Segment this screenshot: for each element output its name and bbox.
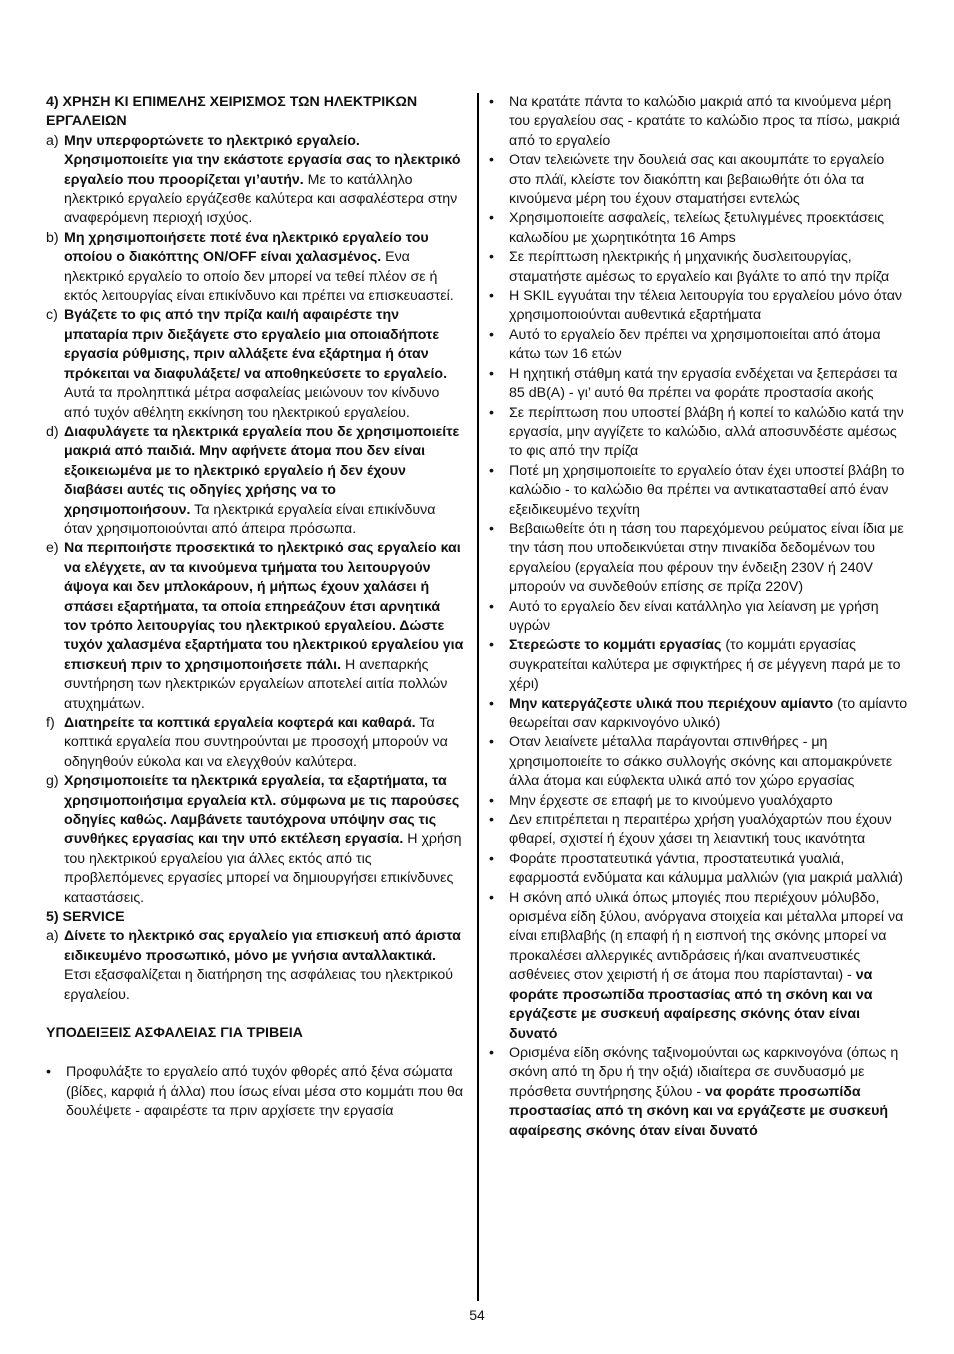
right-column (489, 93, 909, 1141)
item-instruction: Μην υπερφορτώνετε το ηλεκτρικό εργαλείο. Χρησιμοποιείτε για την εκάστοτε εργασία σας το ηλεκτρικό εργαλείο που προορίζεται γι’αυτήν. (64, 132, 461, 188)
bullet-item (46, 1063, 464, 1121)
bullet-icon: • (46, 1064, 51, 1081)
bullet-text: Βεβαιωθείτε ότι η τάση του παρεχόμενου ρεύματος είναι ίδια με την τάση που υποδεικνύεται στην πινακίδα δεδομένων του εργαλείου (εργαλεία που φέρουν την ένδειξη 230V ή 240V μπορούν να συνδεθούν επίσης σε πρίζα 220V) (509, 520, 904, 596)
bullet-text: (το αμίαντο θεωρείται σαν καρκινογόνο υλικό) (509, 695, 908, 731)
item-instruction: Χρησιμοποιείτε τα ηλεκτρικά εργαλεία, τα εξαρτήματα, τα χρησιμοποιήσιμα εργαλεία κτλ. σύμφωνα με τις παρούσες οδηγίες καθώς. Λαμβάνετε ταυτόχρονα υπόψην σας τις συνθήκες εργασίας και την υπό εκτέλεση εργασία. (64, 773, 460, 848)
bullet-bold: Στερεώστε το κομμάτι εργασίας (509, 637, 722, 654)
bullet-bold-tail: να φοράτε προσωπίδα προστασίας από τη σκόνη και να εργάζεστε με συσκευή αφαίρεσης σκόνης όταν είναι δυνατό (509, 967, 873, 1042)
bullet-text: Η SKIL εγγυάται την τέλεια λειτουργία του εργαλείου μόνο όταν χρησιμοποιούνται αυθεντικά εξαρτήματα (509, 288, 903, 324)
bullet-item (489, 404, 909, 462)
item-label: a) (46, 928, 59, 945)
item-explanation: Με το κατάλληλο ηλεκτρικό εργαλείο εργάζεσθε καλύτερα και ασφαλέστερα στην αναφερόμενη περιοχή ισχύος. (64, 171, 458, 227)
bullet-text: Αυτό το εργαλείο δεν πρέπει να χρησιμοποιείται από άτομα κάτω των 16 ετών (509, 326, 881, 363)
item-label: e) (46, 540, 59, 557)
bullet-icon: • (489, 404, 494, 421)
bullet-bold-tail: να φοράτε προσωπίδα προστασίας από τη σκόνη και να εργάζεστε με συσκευή αφαίρεσης σκόνης όταν είναι δυνατό (509, 1083, 889, 1139)
item-instruction: Διαφυλάγετε τα ηλεκτρικά εργαλεία που δε χρησιμοποιείτε μακριά από παιδιά. Μην αφήνετε άτομα που δεν είναι εξοικειωμένα με το ηλεκτρικό εργαλείο ή δεν έχουν διαβάσει αυτές τις οδηγίες χρήσης να το χρησιμοποιήσουν. (64, 423, 460, 518)
bullet-icon: • (489, 520, 494, 537)
bullet-item (489, 850, 909, 889)
bullet-icon: • (489, 637, 494, 654)
bullet-text: Σε περίπτωση που υποστεί βλάβη ή κοπεί το καλώδιο κατά την εργασία, μην αγγίζετε το καλώδιο, αλλά αποσυνδέστε αμέσως το φις από την πρίζα (509, 404, 904, 460)
list-item (46, 539, 464, 714)
bullet-text: Χρησιμοποιείτε ασφαλείς, τελείως ξετυλιγμένες προεκτάσεις καλωδίου με χωρητικότητα 16 Amps (509, 210, 885, 246)
list-item (46, 927, 464, 1005)
left-column (46, 93, 464, 1122)
list-item (46, 423, 464, 539)
bullet-text: Η ηχητική στάθμη κατά την εργασία ενδέχεται να ξεπεράσει τα 85 dB(A) - γι’ αυτό θα πρέπει να φοράτε προστασία ακοής (509, 365, 898, 402)
bullet-icon: • (489, 365, 494, 382)
sander-safety-title: ΥΠΟΔΕΙΞΕΙΣ ΑΣΦΑΛΕΙΑΣ ΓΙΑ ΤΡΙΒΕΙΑ (46, 1025, 303, 1042)
section4-list (46, 132, 464, 908)
sander-bullets (46, 1063, 464, 1121)
list-item (46, 229, 464, 307)
bullet-item (489, 792, 909, 811)
bullet-item (489, 287, 909, 326)
bullet-icon: • (489, 249, 494, 266)
item-explanation: Αυτά τα προληπτικά μέτρα ασφαλείας μειώνουν τον κίνδυνο από τυχόν αθέλητη εκκίνηση του ηλεκτρικού εργαλείου. (64, 385, 440, 421)
bullet-text: Φοράτε προστατευτικά γάντια, προστατευτικά γυαλιά, εφαρμοστά ενδύματα και κάλυμμα μαλλιών (για μακριά μαλλιά) (509, 850, 903, 887)
item-label: b) (46, 229, 59, 246)
bullet-text: Οταν τελειώνετε την δουλειά σας και ακουμπάτε το εργαλείο στο πλάϊ, κλείστε τον διακόπτη και βεβαιωθήτε ότι όλα τα κινούμενα μέρη του έχουν σταματήσει εντελώς (509, 152, 885, 208)
item-label: g) (46, 773, 59, 790)
bullet-item (489, 811, 909, 850)
bullet-text: Οταν λειαίνετε μέταλλα παράγονται σπινθήρες - μη χρησιμοποιείτε το σάκκο συλλογής σκόνης και απομακρύνετε άλλα άτομα και εύφλεκτα υλικά από τον χώρο εργασίας (509, 734, 893, 790)
item-instruction: Βγάζετε το φις από την πρίζα και/ή αφαιρέστε την μπαταρία πριν διεξάγετε στο εργαλείο μια οποιαδήποτε εργασία ρύθμισης, πριν αλλάξετε ένα εξάρτημα ή όταν πρόκειται να διαφυλάξετε/ να αποθηκεύσετε το εργαλείο. (64, 307, 448, 382)
bullet-item (489, 695, 909, 734)
item-explanation: Η ανεπαρκής συντήρηση των ηλεκτρικών εργαλείων αποτελεί αιτία πολλών ατυχημάτων. (64, 656, 448, 712)
bullet-item (489, 598, 909, 637)
section5-title: 5) SERVICE (46, 909, 125, 926)
bullet-item (489, 365, 909, 404)
section4-title: 4) ΧΡΗΣΗ ΚΙ ΕΠΙΜΕΛΗΣ ΧΕΙΡΙΣΜΟΣ ΤΩΝ ΗΛΕΚΤΡΙΚΩΝ ΕΡΓΑΛΕΙΩΝ (46, 94, 418, 130)
bullet-item (489, 151, 909, 209)
item-label: d) (46, 423, 59, 440)
bullet-text: Δεν επιτρέπεται η περαιτέρω χρήση γυαλόχαρτών που έχουν φθαρεί, σχιστεί ή έχουν χάσει τη λειαντική τους ικανότητα (509, 812, 892, 848)
bullet-icon: • (489, 695, 494, 712)
bullet-icon: • (489, 792, 494, 809)
bullet-icon: • (489, 462, 494, 479)
bullet-icon: • (489, 889, 494, 906)
bullet-icon: • (489, 288, 494, 305)
bullet-item (489, 248, 909, 287)
item-label: a) (46, 132, 59, 149)
bullet-icon: • (489, 152, 494, 169)
list-item (46, 772, 464, 908)
section5-list (46, 927, 464, 1005)
bullet-icon: • (489, 94, 494, 110)
list-item (46, 132, 464, 229)
bullet-icon: • (489, 598, 494, 615)
page-number: 54 (469, 1307, 485, 1323)
bullet-text: Να κρατάτε πάντα το καλώδιο μακριά από τα κινούμενα μέρη του εργαλείου σας - κρατάτε το καλώδιο προς τα πίσω, μακριά από το εργαλείο (509, 94, 900, 149)
bullet-icon: • (489, 850, 494, 867)
bullet-item (489, 326, 909, 365)
bullet-text: Σε περίπτωση ηλεκτρικής ή μηχανικής δυσλειτουργίας, σταματήστε αμέσως το εργαλείο και βγάλτε το από την πρίζα (509, 249, 890, 285)
bullet-text: Ποτέ μη χρησιμοποιείτε το εργαλείο όταν έχει υποστεί βλάβη το καλώδιο - το καλώδιο θα πρέπει να αντικατασταθεί από έναν εξειδικευμένο τεχνίτη (509, 462, 905, 518)
right-bullets (489, 93, 909, 1141)
item-explanation: Τα ηλεκτρικά εργαλεία είναι επικίνδυνα όταν χρησιμοποιούνται από άπειρα πρόσωπα. (64, 501, 436, 537)
item-instruction: Διατηρείτε τα κοπτικά εργαλεία κοφτερά και καθαρά. (64, 715, 416, 731)
bullet-text: Η σκόνη από υλικά όπως μπογιές που περιέχουν μόλυβδο, ορισμένα είδη ξύλου, ανόργανα στοιχεία και μέταλλα μπορεί να είναι επιβλαβής (η επαφή ή η εισπνοή της σκόνης μπορεί να προκαλέσει αλλεργικές αντιδράσεις ή/και αναπνευστικές ασθένειες στον χειριστή ή σε άτομα που παρίστανται) - (509, 889, 904, 984)
item-instruction: Δίνετε το ηλεκτρικό σας εργαλείο για επισκευή από άριστα ειδικευμένο προσωπικό, μόνο με γνήσια ανταλλακτικά. (64, 928, 461, 964)
bullet-item (489, 733, 909, 791)
bullet-item (489, 209, 909, 248)
bullet-item (489, 636, 909, 694)
list-item (46, 714, 464, 772)
bullet-icon: • (489, 734, 494, 751)
bullet-icon: • (489, 326, 494, 343)
item-label: c) (46, 307, 58, 324)
bullet-item (489, 462, 909, 520)
bullet-text: Ορισμένα είδη σκόνης ταξινομούνται ως καρκινογόνα (όπως η σκόνη από τη δρυ ή την οξιά) ιδιαίτερα σε συνδυασμό με πρόσθετα συντήρησης ξύλου - (509, 1044, 899, 1100)
bullet-text: (το κομμάτι εργασίας συγκρατείται καλύτερα με σφιγκτήρες ή σε μέγγενη παρά με το χέρι) (509, 637, 901, 693)
bullet-item (489, 1044, 909, 1141)
bullet-bold: Μην κατεργάζεστε υλικά που περιέχουν αμίαντο (509, 695, 834, 712)
item-explanation: Ετσι εξασφαλίζεται η διατήρηση της ασφάλειας του ηλεκτρικού εργαλείου. (64, 967, 454, 1003)
bullet-icon: • (489, 1044, 494, 1061)
bullet-item (489, 93, 909, 151)
item-explanation: Ενα ηλεκτρικό εργαλείο το οποίο δεν μπορεί να τεθεί πλέον σε ή εκτός λειτουργίας είναι επικίνδυνο και πρέπει να επισκευαστεί. (64, 249, 454, 305)
item-instruction: Μη χρησιμοποιήσετε ποτέ ένα ηλεκτρικό εργαλείο του οποίου ο διακόπτης ON/OFF είναι χαλασμένος. (64, 229, 429, 266)
bullet-item (489, 520, 909, 598)
bullet-text: Προφυλάξτε το εργαλείο από τυχόν φθορές από ξένα σώματα (βίδες, καρφιά ή άλλα) που ίσως είναι μέσα στο κομμάτι που θα δουλέψετε - αφαιρέστε τα πριν αρχίσετε την εργασία (66, 1064, 464, 1120)
list-item (46, 306, 464, 422)
column-divider (477, 93, 479, 1301)
bullet-text: Μην έρχεστε σε επαφή με το κινούμενο γυαλόχαρτο (509, 792, 833, 809)
bullet-icon: • (489, 210, 494, 227)
item-label: f) (46, 715, 55, 731)
item-explanation: Τα κοπτικά εργαλεία που συντηρούνται με προσοχή μπορούν να οδηγηθούν εύκολα και να ελεγχθούν καλύτερα. (64, 715, 448, 770)
bullet-icon: • (489, 812, 494, 829)
item-instruction: Να περιποιήστε προσεκτικά το ηλεκτρικό σας εργαλείο και να ελέγχετε, αν τα κινούμενα τμήματα του λειτουργούν άψογα και δεν μπλοκάρουν, ή μήπως έχουν χαλάσει ή σπάσει εξαρτήματα, τα οποία επηρεάζουν έτσι αρνητικά τον τρόπο λειτουργίας του ηλεκτρικού εργαλείου. Δώστε τυχόν χαλασμένα εξαρτήματα του ηλεκτρικού εργαλείου για επισκευή πριν το χρησιμοποιήσετε πάλι. (64, 540, 464, 673)
bullet-item (489, 889, 909, 1044)
bullet-text: Αυτό το εργαλείο δεν είναι κατάλληλο για λείανση με γρήση υγρών (509, 598, 879, 634)
item-explanation: Η χρήση του ηλεκτρικού εργαλείου για άλλες εκτός από τις προβλεπόμενες εργασίες μπορεί να δημιουργήσει επικίνδυνες καταστάσεις. (64, 831, 462, 906)
